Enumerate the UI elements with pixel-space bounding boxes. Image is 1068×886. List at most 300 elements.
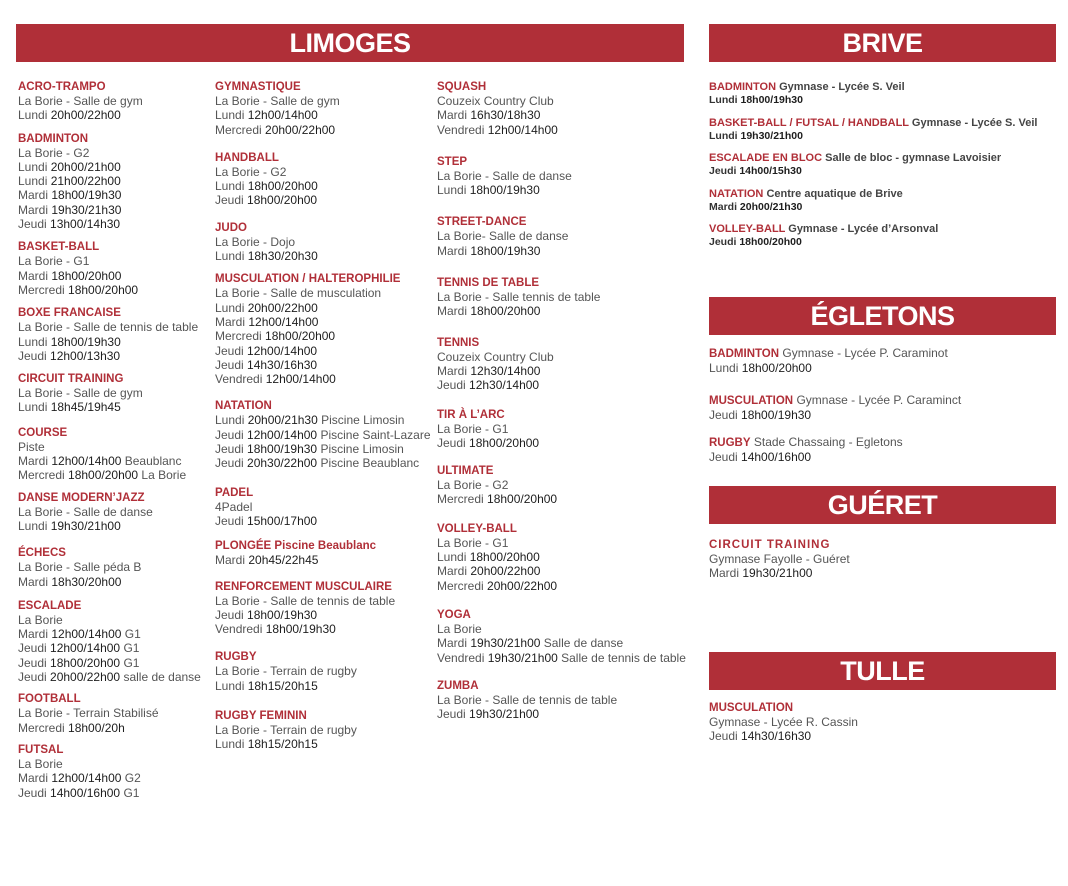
hours: 19h30/21h00 bbox=[742, 566, 813, 581]
limoges-column-2 bbox=[215, 80, 435, 752]
hours: 18h00/20h00 bbox=[51, 268, 122, 283]
schedule-section bbox=[18, 743, 214, 800]
hours: 12h00/14h00 bbox=[265, 372, 336, 387]
section-title bbox=[709, 538, 1056, 552]
sport-name: BOXE FRANCAISE bbox=[18, 307, 121, 320]
schedule-line bbox=[18, 706, 214, 720]
section-title bbox=[215, 399, 435, 413]
schedule-section bbox=[709, 222, 1056, 249]
hours: 18h00/19h30 bbox=[247, 442, 318, 457]
hours: 18h00/20h00 bbox=[68, 468, 139, 483]
sport-name: RUGBY bbox=[215, 651, 257, 664]
day-or-place: Jeudi bbox=[18, 348, 51, 363]
place: G2 bbox=[121, 771, 141, 786]
day-or-place: Mercredi bbox=[215, 122, 266, 137]
place: G1 bbox=[120, 785, 140, 800]
day-or-place: La Borie - Salle péda B bbox=[18, 560, 142, 575]
schedule-line bbox=[215, 301, 435, 315]
day-or-place: Mardi bbox=[709, 566, 743, 581]
day-or-place: Lundi bbox=[437, 183, 470, 198]
sport-name: HANDBALL bbox=[215, 151, 279, 164]
schedule-line bbox=[18, 188, 214, 202]
day-or-place: Mardi bbox=[18, 188, 52, 203]
place: Beaublanc bbox=[121, 454, 182, 469]
schedule-section bbox=[215, 580, 435, 637]
sport-name: TIR À L’ARC bbox=[437, 408, 505, 421]
day-or-place: Couzeix Country Club bbox=[437, 349, 554, 364]
section-title bbox=[709, 701, 1056, 715]
sport-name: JUDO bbox=[215, 221, 247, 234]
section-title bbox=[709, 435, 1056, 450]
hours: 18h00/19h30 bbox=[470, 243, 541, 258]
day-or-place: Jeudi bbox=[215, 513, 248, 528]
day-or-place: Mardi bbox=[437, 564, 471, 579]
sport-name: STEP bbox=[437, 155, 468, 168]
day-or-place: Gymnase Fayolle - Guéret bbox=[709, 552, 850, 566]
day-or-place: La Borie - Salle tennis de table bbox=[437, 290, 601, 305]
section-title bbox=[215, 272, 435, 286]
day-or-place: Vendredi bbox=[215, 372, 266, 387]
schedule-section bbox=[18, 80, 214, 123]
schedule-line bbox=[18, 174, 214, 188]
day-or-place: Lundi bbox=[18, 108, 51, 123]
day-or-place: La Borie - Salle de danse bbox=[18, 504, 153, 519]
place: Piscine Saint-Lazare bbox=[317, 427, 431, 442]
section-title bbox=[437, 464, 705, 478]
schedule-line bbox=[18, 786, 214, 800]
schedule-section bbox=[18, 692, 214, 735]
schedule-line bbox=[437, 183, 705, 197]
hours: 20h30/22h00 bbox=[247, 456, 318, 471]
section-title bbox=[18, 743, 214, 757]
sport-name: PADEL bbox=[215, 486, 254, 499]
sport-name: TENNIS DE TABLE bbox=[437, 277, 540, 290]
day-or-place: Jeudi bbox=[709, 165, 740, 177]
schedule-line bbox=[215, 372, 435, 386]
hours: 14h30/16h30 bbox=[741, 729, 812, 744]
schedule-line bbox=[709, 566, 1056, 580]
day-or-place: La Borie - G2 bbox=[18, 145, 90, 160]
gueret-banner: GUÉRET bbox=[709, 486, 1056, 524]
schedule-line bbox=[215, 679, 435, 693]
schedule-line bbox=[215, 165, 435, 179]
schedule-line bbox=[437, 436, 705, 450]
day-or-place: La Borie - Terrain Stabilisé bbox=[18, 706, 159, 721]
schedule-line bbox=[437, 693, 705, 707]
schedule-section bbox=[215, 221, 435, 264]
schedule-line bbox=[215, 442, 435, 456]
hours: 20h00/22h00 bbox=[487, 578, 558, 593]
hours: 18h00/20h00 bbox=[265, 329, 336, 344]
day-or-place: Lundi bbox=[18, 174, 51, 189]
section-title bbox=[709, 393, 1056, 408]
day-or-place: Jeudi bbox=[437, 435, 470, 450]
schedule-section bbox=[18, 426, 214, 483]
section-title bbox=[709, 80, 1056, 94]
hours: 20h00/22h00 bbox=[50, 670, 121, 685]
day-or-place: La Borie bbox=[18, 612, 63, 627]
section-title bbox=[437, 336, 705, 350]
place: G1 bbox=[120, 655, 140, 670]
schedule-line bbox=[437, 651, 705, 665]
section-title bbox=[18, 426, 214, 440]
hours: 18h30/20h00 bbox=[51, 574, 122, 589]
schedule-line bbox=[215, 286, 435, 300]
schedule-line bbox=[18, 560, 214, 574]
day-or-place: La Borie - G1 bbox=[437, 535, 509, 550]
schedule-section bbox=[709, 393, 1056, 422]
schedule-line bbox=[215, 249, 435, 263]
day-or-place: La Borie bbox=[437, 621, 482, 636]
section-title bbox=[215, 221, 435, 235]
sport-name: PLONGÉE bbox=[215, 540, 272, 553]
day-or-place: Jeudi bbox=[709, 729, 742, 744]
schedule-line bbox=[18, 757, 214, 771]
sport-name: RENFORCEMENT MUSCULAIRE bbox=[215, 580, 392, 593]
location: Gymnase - Lycée S. Veil bbox=[908, 116, 1038, 129]
day-or-place: Mardi bbox=[437, 108, 471, 123]
day-or-place: Mercredi bbox=[215, 329, 266, 344]
sport-name: TENNIS bbox=[437, 336, 480, 349]
limoges-banner: LIMOGES bbox=[16, 24, 684, 62]
schedule-line bbox=[709, 450, 1056, 464]
hours: 18h00/20h00 bbox=[741, 361, 812, 375]
day-or-place: Couzeix Country Club bbox=[437, 94, 554, 108]
schedule-line bbox=[215, 594, 435, 608]
schedule-line bbox=[709, 715, 1056, 729]
schedule-section bbox=[709, 435, 1056, 464]
schedule-line bbox=[437, 707, 705, 721]
section-title bbox=[18, 546, 214, 560]
hours: 18h15/20h15 bbox=[247, 678, 318, 693]
schedule-line bbox=[437, 290, 705, 304]
sport-name: COURSE bbox=[18, 426, 68, 439]
day-or-place: Lundi bbox=[18, 159, 51, 174]
section-title bbox=[437, 679, 705, 693]
day-or-place: Mardi bbox=[709, 200, 740, 213]
schedule-line bbox=[215, 514, 435, 528]
schedule-line bbox=[215, 456, 435, 470]
schedule-line bbox=[18, 627, 214, 641]
day-or-place: Mardi bbox=[18, 771, 52, 786]
schedule-section bbox=[215, 80, 435, 137]
sport-name: YOGA bbox=[437, 608, 471, 621]
schedule-line bbox=[215, 664, 435, 678]
day-or-place: La Borie - Terrain de rugby bbox=[215, 664, 357, 679]
limoges-column-3 bbox=[437, 80, 705, 721]
hours: 19h30/21h00 bbox=[470, 636, 541, 651]
tulle-banner: TULLE bbox=[709, 652, 1056, 690]
schedule-section bbox=[437, 336, 705, 393]
location: Gymnase - Lycée P. Caraminot bbox=[779, 346, 948, 360]
schedule-line bbox=[18, 108, 214, 122]
sport-name: RUGBY FEMININ bbox=[215, 710, 307, 723]
schedule-section bbox=[18, 599, 214, 684]
sport-name: STREET-DANCE bbox=[437, 216, 527, 229]
day-or-place: Lundi bbox=[215, 737, 248, 752]
hours: 20h00/22h00 bbox=[265, 122, 336, 137]
schedule-section bbox=[215, 486, 435, 529]
sport-name: ESCALADE EN BLOC bbox=[709, 152, 823, 164]
schedule-section bbox=[215, 399, 435, 470]
schedule-section bbox=[437, 80, 705, 137]
schedule-line bbox=[437, 622, 705, 636]
hours: 18h45/19h45 bbox=[50, 400, 121, 415]
day-or-place: Vendredi bbox=[215, 622, 266, 637]
hours: 14h00/16h00 bbox=[741, 449, 812, 464]
schedule-line bbox=[437, 123, 705, 137]
schedule-section bbox=[215, 151, 435, 208]
hours: 18h00/20h00 bbox=[68, 282, 139, 297]
day-or-place: Jeudi bbox=[215, 442, 248, 457]
schedule-line bbox=[18, 468, 214, 482]
schedule-line bbox=[18, 721, 214, 735]
brive-banner: BRIVE bbox=[709, 24, 1056, 62]
section-title bbox=[437, 155, 705, 169]
day-or-place: Jeudi bbox=[18, 217, 51, 232]
day-or-place: La Borie- Salle de danse bbox=[437, 229, 569, 244]
place: G1 bbox=[121, 627, 141, 642]
schedule-line bbox=[18, 505, 214, 519]
day-or-place: La Borie - Salle de tennis de table bbox=[437, 692, 618, 707]
schedule-line bbox=[215, 608, 435, 622]
sport-name: CIRCUIT TRAINING bbox=[18, 373, 124, 386]
hours: 12h00/14h00 bbox=[248, 314, 319, 329]
schedule-section bbox=[709, 187, 1056, 214]
section-title bbox=[709, 151, 1056, 165]
hours: 18h00/20h00 bbox=[247, 179, 318, 194]
schedule-line bbox=[709, 236, 1056, 249]
place: Piscine Limosin bbox=[317, 413, 405, 428]
schedule-section bbox=[18, 240, 214, 297]
sport-name: SQUASH bbox=[437, 81, 487, 93]
hours: 14h00/16h00 bbox=[50, 785, 121, 800]
day-or-place: Mardi bbox=[215, 314, 249, 329]
hours: 15h00/17h00 bbox=[247, 513, 318, 528]
day-or-place: Jeudi bbox=[18, 670, 51, 685]
day-or-place: La Borie - Salle de tennis de table bbox=[215, 593, 396, 608]
schedule-line bbox=[18, 203, 214, 217]
section-title bbox=[709, 187, 1056, 201]
day-or-place: Lundi bbox=[215, 108, 248, 123]
day-or-place: Mercredi bbox=[437, 492, 488, 507]
section-title bbox=[709, 346, 1056, 361]
schedule-section bbox=[215, 709, 435, 752]
hours: 21h00/22h00 bbox=[50, 174, 121, 189]
schedule-line bbox=[437, 579, 705, 593]
day-or-place: Piste bbox=[18, 439, 45, 454]
schedule-line bbox=[215, 737, 435, 751]
place: G1 bbox=[120, 641, 140, 656]
hours: 12h00/14h00 bbox=[51, 771, 122, 786]
hours: 12h00/14h00 bbox=[50, 641, 121, 656]
section-title bbox=[437, 608, 705, 622]
section-title bbox=[18, 80, 214, 94]
sport-name: ÉCHECS bbox=[18, 547, 66, 560]
limoges-column-1 bbox=[18, 80, 214, 800]
schedule-line bbox=[215, 329, 435, 343]
section-title bbox=[18, 692, 214, 706]
day-or-place: Jeudi bbox=[18, 655, 51, 670]
hours: 18h00/19h30 bbox=[740, 94, 803, 106]
schedule-section bbox=[215, 539, 435, 567]
section-title bbox=[18, 491, 214, 505]
schedule-section bbox=[215, 272, 435, 386]
hours: 16h30/18h30 bbox=[470, 108, 541, 123]
sport-name: ESCALADE bbox=[18, 599, 82, 612]
section-title bbox=[437, 522, 705, 536]
schedule-section bbox=[437, 464, 705, 507]
schedule-line bbox=[437, 108, 705, 122]
hours: 12h00/14h00 bbox=[487, 122, 558, 137]
schedule-line bbox=[215, 358, 435, 372]
schedule-section bbox=[437, 155, 705, 198]
section-title bbox=[18, 599, 214, 613]
hours: 20h00/21h30 bbox=[739, 200, 803, 213]
schedule-line bbox=[709, 408, 1056, 422]
schedule-line bbox=[18, 160, 214, 174]
hours: 18h00/20h00 bbox=[469, 550, 540, 565]
hours: 18h00/20h00 bbox=[247, 193, 318, 208]
schedule-line bbox=[437, 229, 705, 243]
day-or-place: Lundi bbox=[215, 678, 248, 693]
hours: 18h00/20h00 bbox=[469, 435, 540, 450]
section-title bbox=[18, 240, 214, 254]
sport-name: NATATION bbox=[215, 400, 272, 413]
schedule-line bbox=[709, 94, 1056, 107]
hours: 18h00/20h00 bbox=[487, 492, 558, 507]
schedule-line bbox=[18, 94, 214, 108]
day-or-place: La Borie - G1 bbox=[437, 421, 509, 436]
schedule-line bbox=[18, 771, 214, 785]
sport-name: VOLLEY-BALL bbox=[437, 522, 517, 535]
schedule-line bbox=[215, 723, 435, 737]
day-or-place: Jeudi bbox=[18, 641, 51, 656]
day-or-place: Jeudi bbox=[709, 408, 742, 423]
hours: 12h00/14h00 bbox=[51, 454, 122, 469]
hours: 13h00/14h30 bbox=[50, 217, 121, 232]
day-or-place: Mardi bbox=[437, 636, 471, 651]
hours: 19h30/21h30 bbox=[51, 202, 122, 217]
sport-name: ZUMBA bbox=[437, 679, 479, 692]
day-or-place: Jeudi bbox=[215, 427, 248, 442]
hours: 18h00/19h30 bbox=[50, 334, 121, 349]
hours: 18h15/20h15 bbox=[247, 737, 318, 752]
schedule-line bbox=[437, 492, 705, 506]
schedule-line bbox=[18, 335, 214, 349]
day-or-place: Lundi bbox=[18, 334, 51, 349]
day-or-place: Jeudi bbox=[215, 357, 248, 372]
schedule-line bbox=[18, 656, 214, 670]
day-or-place: Mardi bbox=[437, 363, 471, 378]
day-or-place: Lundi bbox=[709, 94, 741, 106]
section-title bbox=[215, 650, 435, 664]
schedule-line bbox=[709, 729, 1056, 743]
day-or-place: Mardi bbox=[18, 627, 52, 642]
day-or-place: La Borie - Salle de tennis de table bbox=[18, 320, 199, 335]
sport-name: MUSCULATION bbox=[709, 395, 794, 408]
place: Piscine Beaublanc bbox=[317, 456, 420, 471]
hours: 18h00/20h00 bbox=[470, 304, 541, 319]
schedule-line bbox=[437, 378, 705, 392]
tulle-column bbox=[709, 701, 1056, 744]
hours: 19h30/21h00 bbox=[487, 650, 558, 665]
hours: 20h00/22h00 bbox=[247, 300, 318, 315]
section-title bbox=[437, 215, 705, 229]
hours: 20h45/22h45 bbox=[248, 553, 319, 568]
hours: 20h00/21h00 bbox=[50, 159, 121, 174]
hours: 19h30/21h00 bbox=[469, 707, 540, 722]
day-or-place: Mardi bbox=[437, 243, 471, 258]
day-or-place: Gymnase - Lycée R. Cassin bbox=[709, 715, 858, 729]
section-title bbox=[215, 486, 435, 500]
section-title bbox=[437, 408, 705, 422]
schedule-line bbox=[437, 94, 705, 108]
sport-name: VOLLEY-BALL bbox=[709, 223, 786, 235]
day-or-place: Mercredi bbox=[18, 468, 69, 483]
schedule-line bbox=[709, 201, 1056, 214]
day-or-place: Jeudi bbox=[215, 456, 248, 471]
hours: 12h30/14h00 bbox=[469, 378, 540, 393]
location: Gymnase - Lycée d’Arsonval bbox=[785, 223, 939, 235]
day-or-place: Mardi bbox=[215, 553, 249, 568]
egletons-banner: ÉGLETONS bbox=[709, 297, 1056, 335]
day-or-place: Mercredi bbox=[18, 282, 69, 297]
hours: 18h00/20h bbox=[68, 720, 125, 735]
schedule-section bbox=[215, 650, 435, 693]
sport-name: FOOTBALL bbox=[18, 693, 81, 706]
hours: 18h00/19h30 bbox=[265, 622, 336, 637]
hours: 20h00/22h00 bbox=[50, 108, 121, 123]
hours: 20h00/22h00 bbox=[470, 564, 541, 579]
day-or-place: Jeudi bbox=[437, 707, 470, 722]
hours: 20h00/21h30 bbox=[247, 413, 318, 428]
place: La Borie bbox=[138, 468, 187, 483]
schedule-section bbox=[709, 116, 1056, 143]
schedule-line bbox=[18, 575, 214, 589]
day-or-place: La Borie - G2 bbox=[437, 478, 509, 493]
schedule-line bbox=[18, 146, 214, 160]
section-title bbox=[215, 80, 435, 94]
hours: 18h00/19h30 bbox=[741, 408, 812, 423]
day-or-place: La Borie - Terrain de rugby bbox=[215, 723, 357, 738]
day-or-place: Mardi bbox=[437, 304, 471, 319]
sport-name: BADMINTON bbox=[709, 348, 780, 360]
schedule-section bbox=[709, 151, 1056, 178]
day-or-place: Lundi bbox=[215, 300, 248, 315]
schedule-line bbox=[18, 400, 214, 414]
day-or-place: Lundi bbox=[215, 179, 248, 194]
schedule-section bbox=[709, 346, 1056, 375]
schedule-line bbox=[437, 550, 705, 564]
brive-column bbox=[709, 80, 1056, 249]
sport-name: RUGBY bbox=[709, 436, 751, 449]
sport-name: FUTSAL bbox=[18, 743, 64, 756]
hours: 12h30/14h00 bbox=[470, 363, 541, 378]
schedule-line bbox=[437, 422, 705, 436]
day-or-place: Lundi bbox=[215, 413, 248, 428]
hours: 14h00/15h30 bbox=[739, 165, 802, 177]
day-or-place: Jeudi bbox=[215, 607, 248, 622]
sport-name: BADMINTON bbox=[18, 132, 89, 145]
sport-name: GYMNASTIQUE bbox=[215, 81, 301, 93]
day-or-place: Lundi bbox=[437, 550, 470, 565]
schedule-section bbox=[18, 491, 214, 534]
schedule-section bbox=[18, 546, 214, 589]
section-title bbox=[215, 580, 435, 594]
day-or-place: Mardi bbox=[18, 574, 52, 589]
schedule-line bbox=[18, 440, 214, 454]
